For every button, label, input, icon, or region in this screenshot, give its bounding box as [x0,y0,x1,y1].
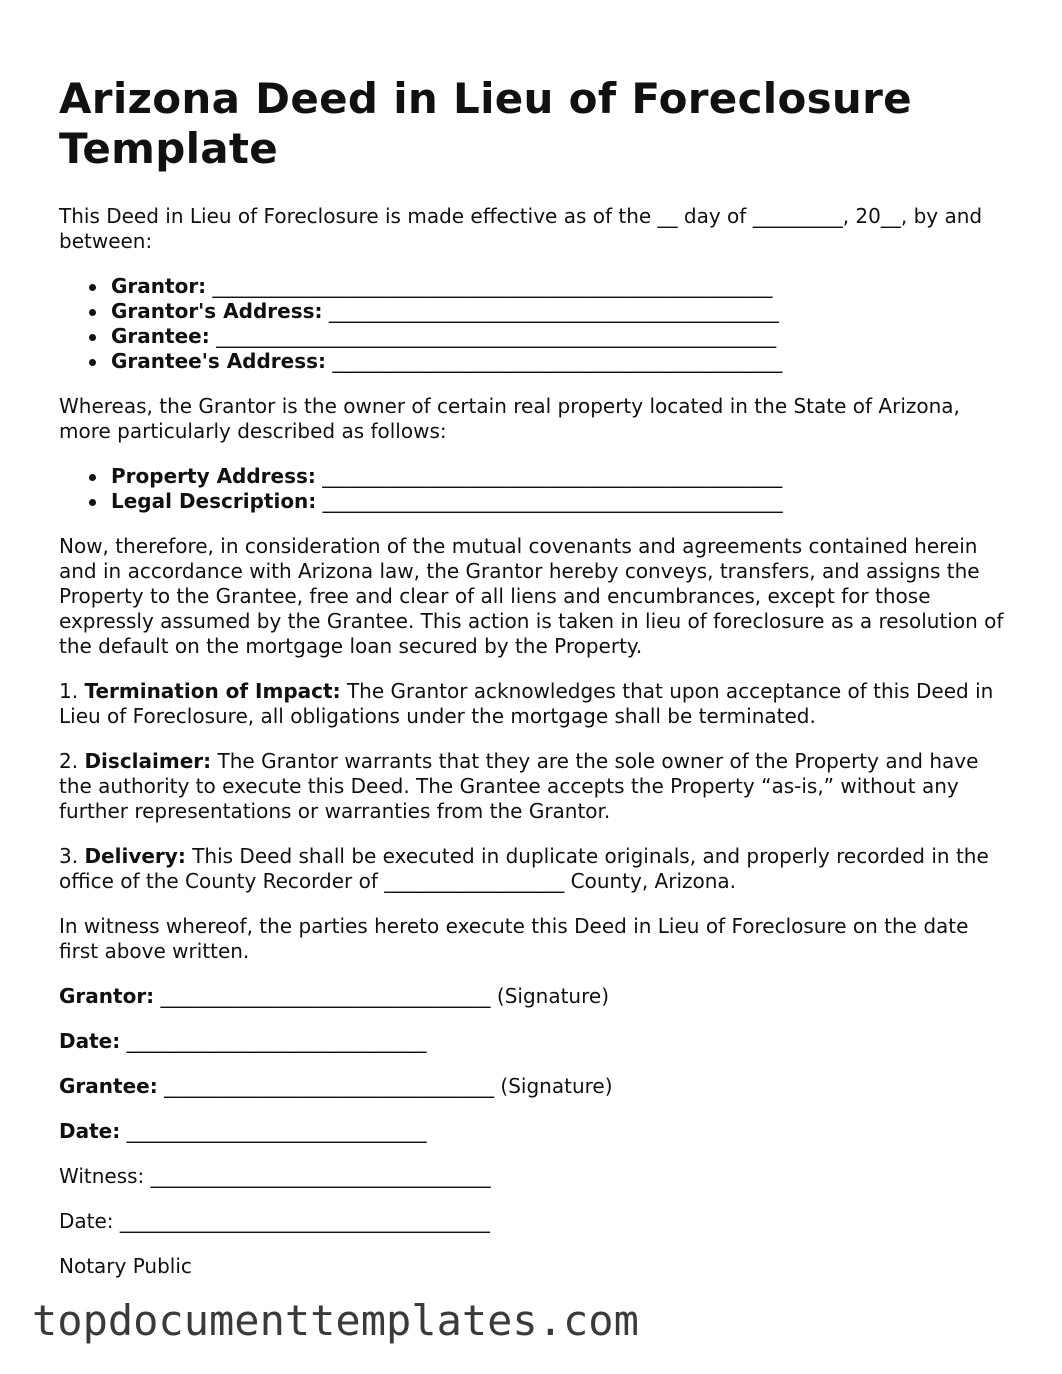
blank-line: ______________________________________________ [322,489,783,513]
blank-line: _____________________________________________ [328,299,779,323]
list-item [111,489,1009,514]
field-label: Legal Description: [111,489,317,513]
clause-number: 3. [59,844,79,868]
witness-date-line [59,1209,1009,1234]
list-item [111,324,1009,349]
document [59,74,1009,1299]
blank-line: _____________________________________ [119,1209,490,1233]
field-label: Grantor: [111,274,207,298]
whereas-paragraph: Whereas, the Grantor is the owner of certain real property located in the State of Arizona, more particularly described as follows: [59,394,960,443]
blank-line: ______________________________ [126,1119,427,1143]
grantee-signature-line [59,1074,1009,1099]
blank-line: ________________________________________________________ [212,274,773,298]
field-label: Grantor's Address: [111,299,323,323]
now-therefore-paragraph: Now, therefore, in consideration of the mutual covenants and agreements contained herein and in accordance with Arizona law, the Grantor hereby conveys, transfers, and assigns the Property to the Grantee, free and clear of all liens and encumbrances, except for those expressly assumed by the Grantee. This action is taken in lieu of foreclosure as a resolution of the default on the mortgage loan secured by the Property. [59,534,1004,658]
signature-note: (Signature) [500,1074,613,1098]
document-title: Arizona Deed in Lieu of Foreclosure Template [59,74,912,173]
list-item [111,274,1009,299]
clause-text: The Grantor acknowledges that upon acceptance of this Deed in Lieu of Foreclosure, all obligations under the mortgage shall be terminated. [59,679,994,728]
clause-heading: Disclaimer: [84,749,212,773]
blank-line: _________________________________ [164,1074,495,1098]
date-label: Date: [59,1029,121,1053]
field-label: Property Address: [111,464,316,488]
blank-line: _________________________________ [160,984,491,1008]
field-label: Grantee: [111,324,210,348]
parties-list [59,274,1009,374]
blank-line: ______________________________ [126,1029,427,1053]
list-item [111,464,1009,489]
blank-line: _____________________________________________ [332,349,783,373]
grantee-label: Grantee: [59,1074,158,1098]
date-label: Date: [59,1119,121,1143]
blank-line: __________________________________ [150,1164,491,1188]
witness-clause: In witness whereof, the parties hereto execute this Deed in Lieu of Foreclosure on the date first above written. [59,914,969,963]
clause-termination [59,679,1009,729]
clause-number: 2. [59,749,79,773]
clause-text: This Deed shall be executed in duplicate originals, and properly recorded in the office of the County Recorder of __________________ County, Arizona. [59,844,989,893]
signature-note: (Signature) [496,984,609,1008]
clause-heading: Termination of Impact: [84,679,341,703]
watermark: topdocumenttemplates.com [32,1296,639,1345]
witness-line [59,1164,1009,1189]
clause-delivery [59,844,1009,894]
intro-paragraph: This Deed in Lieu of Foreclosure is made effective as of the __ day of _________, 20__, by and between: [59,204,983,253]
clause-heading: Delivery: [84,844,186,868]
blank-line: ______________________________________________ [322,464,783,488]
property-list [59,464,1009,514]
signature-block [59,984,1009,1279]
list-item [111,349,1009,374]
clause-disclaimer [59,749,1009,824]
clause-text: The Grantor warrants that they are the sole owner of the Property and have the authority to execute this Deed. The Grantee accepts the Property “as-is,” without any further representations or warranties from the Grantor. [59,749,979,823]
grantor-signature-line [59,984,1009,1009]
grantor-date-line [59,1029,1009,1054]
date-label: Date: [59,1209,114,1233]
list-item [111,299,1009,324]
clause-number: 1. [59,679,79,703]
witness-label: Witness: [59,1164,145,1188]
field-label: Grantee's Address: [111,349,327,373]
notary-public: Notary Public [59,1254,192,1278]
grantee-date-line [59,1119,1009,1144]
grantor-label: Grantor: [59,984,155,1008]
blank-line: ________________________________________________________ [216,324,777,348]
